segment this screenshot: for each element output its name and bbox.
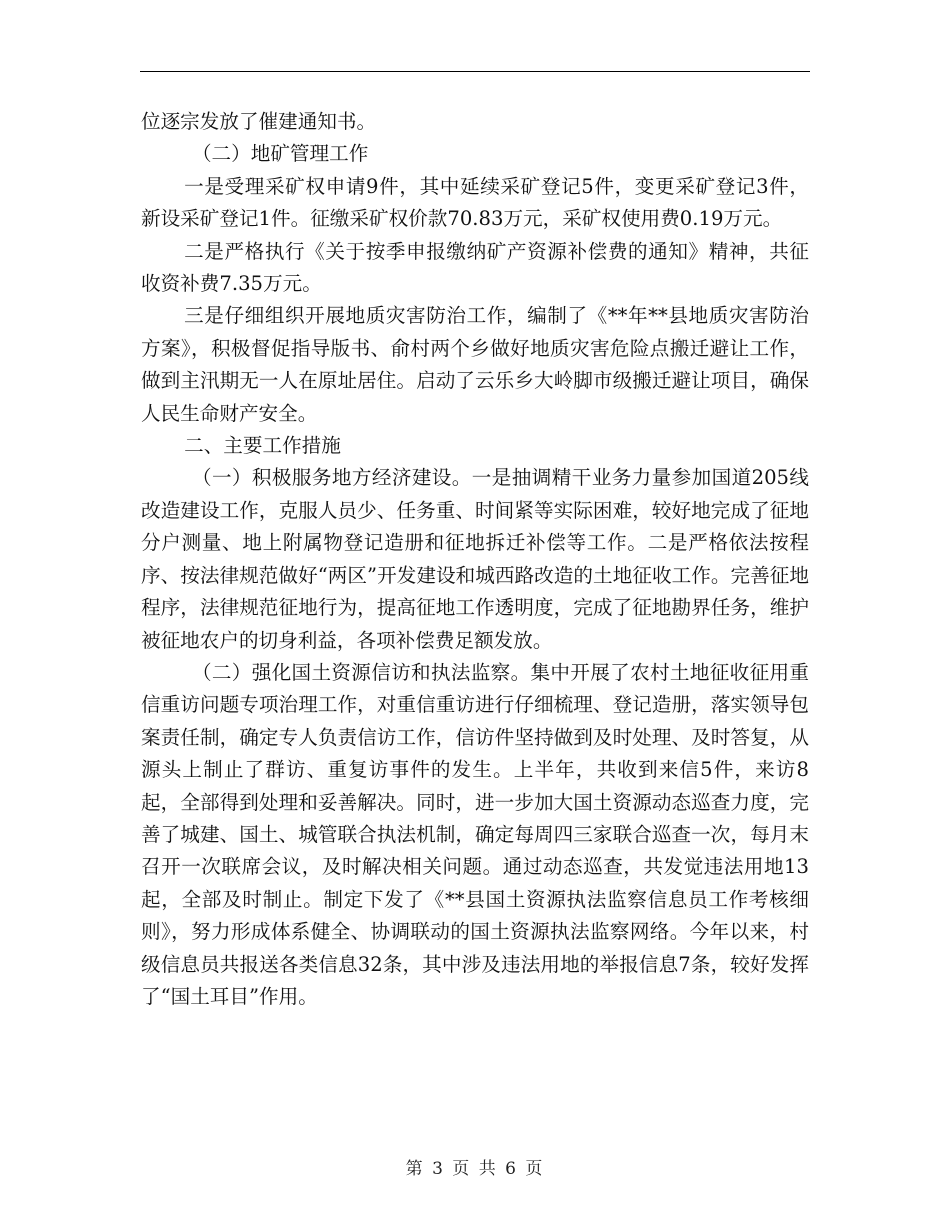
document-body xyxy=(141,106,809,1013)
paragraph: 一是受理采矿权申请9件，其中延续采矿登记5件，变更采矿登记3件，新设采矿登记1件。征缴采矿权价款70.83万元，采矿权使用费0.19万元。 xyxy=(141,174,809,231)
paragraph: （一）积极服务地方经济建设。一是抽调精干业务力量参加国道205线改造建设工作，克服人员少、任务重、时间紧等实际困难，较好地完成了征地分户测量、地上附属物登记造册和征地拆迁补偿等工作。二是严格依法按程序、按法律规范做好“两区”开发建设和城西路改造的土地征收工作。完善征地程序，法律规范征地行为，提高征地工作透明度，完成了征地勘界任务，维护被征地农户的切身利益，各项补偿费足额发放。 xyxy=(141,466,809,652)
paragraph: 三是仔细组织开展地质灾害防治工作，编制了《**年**县地质灾害防治方案》，积极督促指导版书、俞村两个乡做好地质灾害危险点搬迁避让工作，做到主汛期无一人在原址居住。启动了云乐乡大岭脚市级搬迁避让项目，确保人民生命财产安全。 xyxy=(141,304,809,425)
section-heading: （二）地矿管理工作 xyxy=(191,142,369,166)
paragraph: （二）强化国土资源信访和执法监察。集中开展了农村土地征收征用重信重访问题专项治理工作，对重信重访进行仔细梳理、登记造册，落实领导包案责任制，确定专人负责信访工作，信访件坚持做到及时处理、及时答复，从源头上制止了群访、重复访事件的发生。上半年，共收到来信5件，来访8起，全部得到处理和妥善解决。同时，进一步加大国土资源动态巡查力度，完善了城建、国土、城管联合执法机制，确定每周四三家联合巡查一次，每月末召开一次联席会议，及时解决相关问题。通过动态巡查，共发觉违法用地13起，全部及时制止。制定下发了《**县国土资源执法监察信息员工作考核细则》，努力形成体系健全、协调联动的国土资源执法监察网络。今年以来，村级信息员共报送各类信息32条，其中涉及违法用地的举报信息7条，较好发挥了“国土耳目”作用。 xyxy=(141,660,809,1008)
page-number: 第 3 页 共 6 页 xyxy=(405,1159,545,1179)
header-rule xyxy=(140,71,810,72)
section-heading: 二、主要工作措施 xyxy=(184,434,341,458)
paragraph: 位逐宗发放了催建通知书。 xyxy=(141,110,377,133)
paragraph: 二是严格执行《关于按季申报缴纳矿产资源补偿费的通知》精神，共征收资补费7.35万元。 xyxy=(141,239,809,296)
